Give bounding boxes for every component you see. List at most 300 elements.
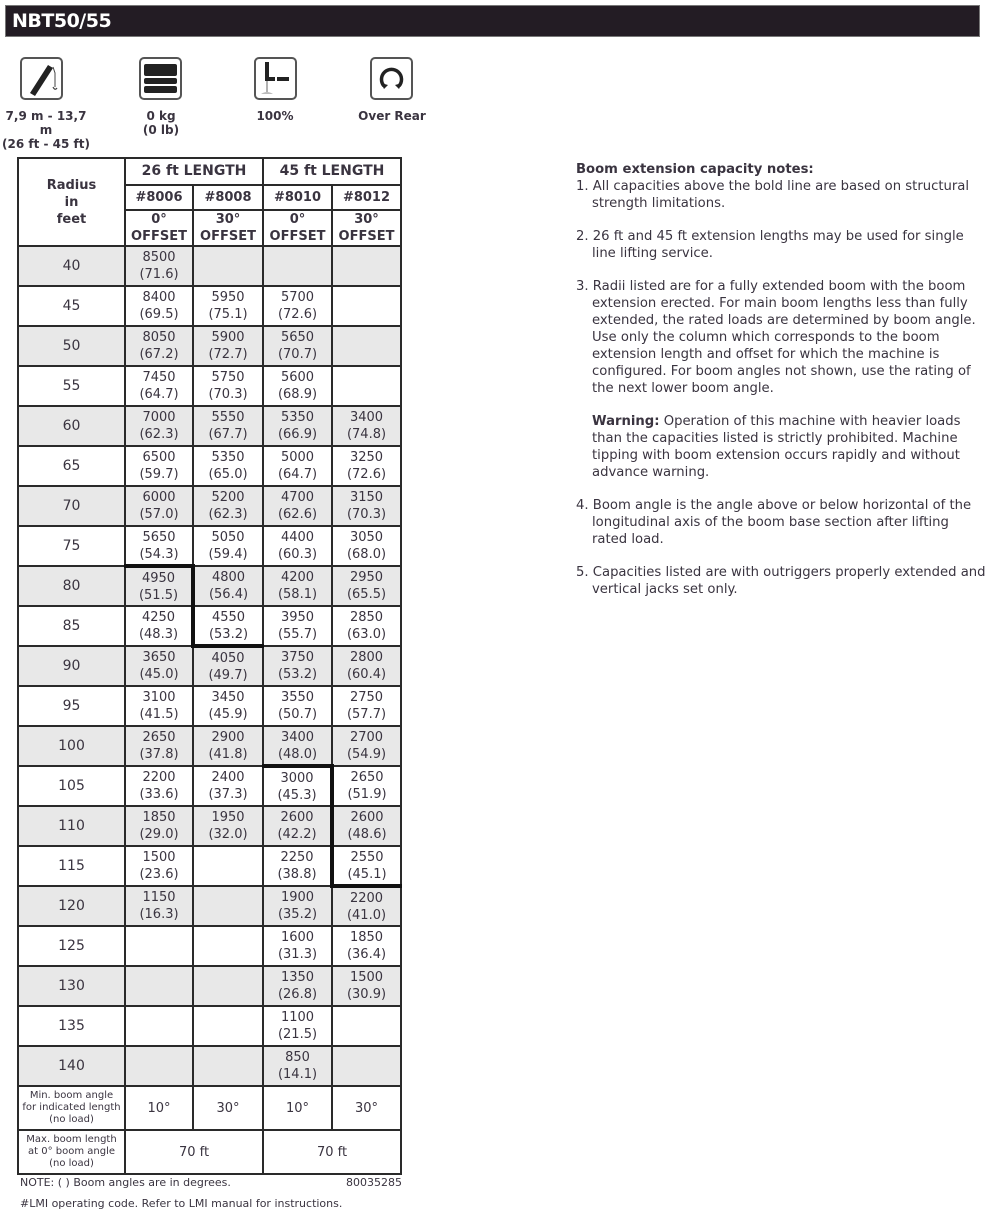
boom-angle: (41.8): [208, 747, 248, 762]
capacity-cell: [193, 966, 263, 1006]
warning-text: Operation of this machine with heavier loads than the capacities listed is strictly prohibited. Machine tipping with boom extension occurs rapidly and without advance warning.: [592, 414, 961, 480]
capacity-cell: [263, 926, 332, 966]
capacity-cell: [332, 566, 401, 606]
capacity-cell: [125, 726, 193, 766]
boom-angle: (66.9): [277, 427, 318, 442]
capacity-cell: [193, 446, 263, 486]
radius-cell: 65: [18, 446, 125, 486]
note-item: 4. Boom angle is the angle above or below horizontal of the longitudinal axis of the boom base section after lifting rated load.: [576, 498, 972, 547]
boom-angle: (62.6): [277, 507, 318, 522]
offset-label: OFFSET: [269, 229, 326, 244]
radius-header-line: in: [64, 194, 79, 210]
capacity-lb: 2650: [142, 730, 176, 745]
capacity-cell: [193, 646, 263, 686]
capacity-cell: [125, 886, 193, 926]
capacity-lb: 2950: [349, 570, 384, 585]
capacity-lb: 5200: [211, 490, 245, 505]
counterweight-icon: [139, 57, 182, 100]
radius-header: [18, 158, 125, 246]
capacity-cell: [193, 406, 263, 446]
warning-label: Warning:: [592, 414, 660, 429]
capacity-cell: [125, 806, 193, 846]
capacity-cell: [332, 766, 401, 806]
capacity-cell: [332, 406, 401, 446]
capacity-cell: [193, 566, 263, 606]
capacity-cell: [332, 966, 401, 1006]
boom-angle: (50.7): [277, 707, 318, 722]
boom-angle: (57.7): [346, 707, 387, 722]
radius-cell: 135: [18, 1006, 125, 1046]
capacity-cell: [263, 286, 332, 326]
table-row: [18, 446, 401, 486]
min-boom-angle-value: 10°: [125, 1086, 193, 1130]
outrigger-label: [240, 109, 310, 123]
capacity-cell: [193, 246, 263, 286]
table-row: [18, 566, 401, 606]
capacity-cell: [332, 846, 401, 886]
boom-angle: (26.8): [277, 987, 318, 1002]
boom-angle: (29.0): [139, 827, 179, 842]
radius-cell: 100: [18, 726, 125, 766]
capacity-lb: 5750: [211, 370, 245, 385]
capacity-lb: 2200: [349, 890, 384, 906]
chart-code: 80035285: [346, 1176, 402, 1189]
boom-angle: (32.0): [208, 827, 248, 842]
boom-angle: (68.0): [346, 547, 387, 562]
lmi-code-header: #8012: [332, 185, 401, 210]
capacity-cell: [263, 366, 332, 406]
boom-angle: (60.4): [346, 667, 387, 682]
capacity-cell: [125, 286, 193, 326]
label-line: (no load): [49, 1114, 94, 1125]
table-row: [18, 1046, 401, 1086]
capacity-cell: [193, 726, 263, 766]
boom-angle: (59.4): [208, 547, 248, 562]
boom-angle: (70.3): [208, 387, 248, 402]
capacity-lb: 5350: [211, 450, 245, 465]
table-row: [18, 366, 401, 406]
boom-extension-icon: [20, 57, 63, 100]
capacity-lb: 3750: [280, 650, 315, 665]
capacity-lb: 4950: [141, 570, 176, 586]
label-line: Min. boom angle: [29, 1090, 114, 1101]
capacity-lb: 3100: [142, 690, 176, 705]
table-row: [18, 686, 401, 726]
capacity-lb: 1350: [280, 970, 315, 985]
capacity-cell: [263, 1046, 332, 1086]
outrigger-value: 100%: [256, 109, 294, 123]
capacity-cell: [263, 766, 332, 806]
table-row: [18, 966, 401, 1006]
label-line: for indicated length: [22, 1102, 121, 1113]
capacity-lb: 5550: [211, 410, 245, 425]
capacity-cell: [193, 926, 263, 966]
boom-angle: (71.6): [139, 267, 179, 282]
lmi-code-header: #8010: [263, 185, 332, 210]
capacity-cell: [193, 846, 263, 886]
boom-angle: (53.2): [208, 626, 249, 642]
offset-degrees: 30°: [354, 212, 379, 227]
offset-label: OFFSET: [200, 229, 256, 244]
capacity-lb: 1850: [349, 930, 384, 945]
capacity-lb: 4400: [280, 530, 315, 545]
capacity-cell: [193, 1006, 263, 1046]
capacity-cell: [332, 286, 401, 326]
boom-angle: (49.7): [208, 667, 248, 683]
table-row: [18, 406, 401, 446]
capacity-lb: 3400: [280, 729, 315, 745]
note-item: 1. All capacities above the bold line are based on structural strength limitations.: [576, 179, 970, 211]
capacity-lb: 3950: [280, 610, 315, 625]
capacity-lb: 1950: [211, 810, 245, 825]
min-boom-angle-row: [18, 1086, 401, 1130]
radius-cell: 60: [18, 406, 125, 446]
boom-angle: (65.5): [346, 587, 387, 602]
table-row: [18, 606, 401, 646]
capacity-lb: 4550: [211, 609, 246, 625]
offset-degrees: 0°: [289, 212, 306, 227]
capacity-cell: [193, 806, 263, 846]
boom-angle: (72.6): [277, 307, 318, 322]
capacity-lb: 2650: [350, 770, 384, 785]
capacity-lb: 8500: [142, 250, 176, 265]
capacity-cell: [263, 606, 332, 646]
capacity-cell: [332, 646, 401, 686]
boom-angle: (48.0): [277, 746, 318, 762]
capacity-cell: [332, 366, 401, 406]
capacity-cell: [263, 406, 332, 446]
boom-angle: (16.3): [139, 907, 179, 922]
capacity-cell: [125, 566, 193, 606]
capacity-cell: [125, 686, 193, 726]
capacity-cell: [193, 886, 263, 926]
capacity-lb: 2550: [350, 849, 384, 865]
boom-angle: (51.9): [347, 787, 387, 802]
capacity-cell: [263, 326, 332, 366]
capacity-lb: 1150: [142, 890, 176, 905]
capacity-lb: 3050: [349, 530, 384, 545]
capacity-cell: [125, 446, 193, 486]
boom-angle: (68.9): [277, 387, 318, 402]
boom-length-metric: 7,9 m - 13,7 m: [5, 109, 87, 137]
capacity-cell: [332, 526, 401, 566]
capacity-cell: [332, 686, 401, 726]
offset-header: [332, 210, 401, 246]
min-boom-angle-value: 30°: [193, 1086, 263, 1130]
outrigger-icon: [254, 57, 297, 100]
table-row: [18, 846, 401, 886]
capacity-lb: 5950: [211, 290, 245, 305]
capacity-cell: [193, 286, 263, 326]
radius-cell: 90: [18, 646, 125, 686]
capacity-cell: [332, 806, 401, 846]
boom-angle: (69.5): [139, 307, 179, 322]
boom-angle: (72.6): [346, 467, 387, 482]
radius-cell: 85: [18, 606, 125, 646]
boom-length-imperial: (26 ft - 45 ft): [2, 137, 90, 151]
capacity-lb: 1600: [280, 930, 315, 945]
warning-note: [592, 413, 986, 481]
boom-angle: (53.2): [277, 667, 318, 682]
capacity-cell: [193, 326, 263, 366]
capacity-cell: [125, 406, 193, 446]
boom-length-label: [0, 109, 92, 151]
capacity-lb: 3150: [349, 490, 384, 505]
capacity-cell: [263, 526, 332, 566]
boom-angle: (51.5): [138, 587, 179, 603]
capacity-cell: [332, 886, 401, 926]
boom-angle: (75.1): [208, 307, 248, 322]
capacity-cell: [193, 766, 263, 806]
boom-angle: (45.1): [347, 866, 387, 882]
capacity-cell: [125, 646, 193, 686]
boom-angle: (45.3): [277, 787, 317, 803]
title-bar: [5, 5, 980, 37]
boom-angle: (14.1): [277, 1067, 318, 1082]
boom-angle: (35.2): [277, 907, 318, 922]
table-row: [18, 806, 401, 846]
capacity-cell: [263, 686, 332, 726]
capacity-lb: 4050: [211, 650, 245, 666]
min-boom-angle-label: [18, 1086, 125, 1130]
note-item: 5. Capacities listed are with outriggers properly extended and vertical jacks set only.: [576, 565, 986, 597]
table-row: [18, 486, 401, 526]
capacity-lb: 1900: [280, 890, 315, 905]
label-line: (no load): [49, 1158, 94, 1169]
capacity-cell: [193, 606, 263, 646]
capacity-lb: 8050: [142, 330, 176, 345]
boom-angle: (74.8): [346, 427, 387, 442]
capacity-lb: 8400: [142, 290, 176, 305]
capacity-lb: 3000: [280, 770, 314, 786]
table-row: [18, 646, 401, 686]
offset-degrees: 30°: [215, 212, 241, 227]
capacity-cell: [125, 846, 193, 886]
note-lmi: #LMI operating code. Refer to LMI manual for instructions.: [20, 1197, 343, 1210]
radius-cell: 95: [18, 686, 125, 726]
boom-angle: (55.7): [277, 627, 318, 642]
capacity-cell: [193, 486, 263, 526]
boom-angle: (64.7): [277, 467, 318, 482]
boom-angle: (41.0): [346, 907, 387, 923]
capacity-cell: [263, 646, 332, 686]
boom-angle: (38.8): [277, 867, 317, 882]
capacity-lb: 5350: [280, 410, 315, 425]
capacity-lb: 2900: [211, 730, 245, 745]
capacity-cell: [263, 446, 332, 486]
capacity-cell: [263, 966, 332, 1006]
rotation-icon: [370, 57, 413, 100]
radius-cell: 140: [18, 1046, 125, 1086]
boom-angle: (23.6): [139, 867, 179, 882]
boom-angle: (33.6): [139, 787, 179, 802]
capacity-lb: 3650: [142, 650, 176, 665]
boom-angle: (31.3): [277, 947, 318, 962]
capacity-lb: 3250: [349, 450, 384, 465]
capacity-cell: [263, 486, 332, 526]
radius-cell: 105: [18, 766, 125, 806]
boom-angle: (65.0): [208, 467, 248, 482]
capacity-lb: 6500: [142, 450, 176, 465]
max-boom-length-row: [18, 1130, 401, 1174]
rotation-label: [352, 109, 432, 123]
capacity-lb: 4250: [141, 610, 176, 625]
capacity-cell: [332, 1046, 401, 1086]
table-row: [18, 1006, 401, 1046]
capacity-cell: [193, 1046, 263, 1086]
capacity-cell: [332, 926, 401, 966]
capacity-cell: [332, 606, 401, 646]
offset-degrees: 0°: [151, 212, 167, 227]
capacity-cell: [125, 326, 193, 366]
boom-angle: (60.3): [277, 547, 318, 562]
capacity-lb: 3400: [349, 410, 384, 425]
length-header-45ft: 45 ft LENGTH: [263, 158, 401, 185]
boom-angle: (62.3): [139, 427, 179, 442]
capacity-cell: [332, 726, 401, 766]
capacity-cell: [125, 926, 193, 966]
counterweight-label: [120, 109, 202, 137]
rotation-value: Over Rear: [358, 109, 426, 123]
boom-angle: (42.2): [277, 827, 317, 842]
capacity-cell: [125, 606, 193, 646]
min-boom-angle-value: 10°: [263, 1086, 332, 1130]
page-title: NBT50/55: [12, 10, 112, 32]
capacity-lb: 2600: [280, 810, 314, 825]
capacity-lb: 7000: [142, 410, 176, 425]
capacity-lb: 3550: [280, 690, 315, 705]
capacity-lb: 4700: [280, 490, 315, 505]
counterweight-imperial: (0 lb): [142, 123, 180, 137]
boom-angle: (41.5): [139, 707, 179, 722]
boom-angle: (54.9): [346, 747, 387, 762]
capacity-lb: 5650: [280, 330, 315, 345]
capacity-cell: [263, 726, 332, 766]
boom-angle: (48.3): [138, 627, 179, 642]
capacity-cell: [125, 486, 193, 526]
offset-label: OFFSET: [338, 229, 395, 244]
capacity-cell: [193, 686, 263, 726]
capacity-lb: 2800: [349, 650, 384, 665]
offset-header: [193, 210, 263, 246]
boom-angle: (59.7): [139, 467, 179, 482]
capacity-lb: 7450: [142, 370, 176, 385]
boom-angle: (48.6): [347, 827, 387, 842]
lmi-code-header: #8008: [193, 185, 263, 210]
boom-angle: (30.9): [346, 987, 387, 1002]
table-row: [18, 246, 401, 286]
capacity-cell: [125, 966, 193, 1006]
table-row: [18, 886, 401, 926]
capacity-lb: 1850: [142, 810, 176, 825]
capacity-cell: [125, 766, 193, 806]
capacity-cell: [263, 886, 332, 926]
radius-cell: 115: [18, 846, 125, 886]
capacity-cell: [125, 366, 193, 406]
boom-angle: (63.0): [346, 627, 387, 642]
capacity-cell: [125, 246, 193, 286]
capacity-cell: [332, 1006, 401, 1046]
max-boom-length-label: [18, 1130, 125, 1174]
radius-header-line: Radius: [46, 177, 97, 193]
table-row: [18, 526, 401, 566]
table-row: [18, 726, 401, 766]
radius-cell: 110: [18, 806, 125, 846]
radius-cell: 130: [18, 966, 125, 1006]
offset-header: [125, 210, 193, 246]
radius-cell: 55: [18, 366, 125, 406]
boom-angle: (64.7): [139, 387, 179, 402]
table-row: [18, 766, 401, 806]
max-boom-length-value: 70 ft: [125, 1130, 263, 1174]
capacity-lb: 1500: [349, 970, 384, 985]
capacity-lb: 5000: [280, 450, 315, 465]
boom-angle: (45.0): [139, 667, 179, 682]
capacity-cell: [332, 326, 401, 366]
radius-cell: 80: [18, 566, 125, 606]
capacity-lb: 2700: [349, 730, 384, 745]
capacity-cell: [125, 526, 193, 566]
capacity-cell: [125, 1046, 193, 1086]
capacity-cell: [332, 246, 401, 286]
capacity-cell: [193, 526, 263, 566]
radius-cell: 50: [18, 326, 125, 366]
boom-angle: (37.8): [139, 747, 179, 762]
boom-angle: (36.4): [346, 947, 387, 962]
capacity-lb: 2250: [280, 850, 314, 865]
counterweight-metric: 0 kg: [146, 109, 176, 123]
capacity-lb: 5900: [211, 330, 245, 345]
load-chart-table: [17, 157, 402, 1175]
table-row: [18, 326, 401, 366]
boom-angle: (57.0): [139, 507, 179, 522]
boom-angle: (56.4): [208, 587, 249, 602]
note-item: 3. Radii listed are for a fully extended boom with the boom extension erected. For main boom lengths less than fully extended, the rated loads are determined by boom angle. Use only the column which corresponds to the boom extension length and offset for which the machine is configured. For boom angles not shown, use the rating of the next lower boom angle.: [576, 279, 976, 396]
max-boom-length-value: 70 ft: [263, 1130, 401, 1174]
radius-cell: 70: [18, 486, 125, 526]
capacity-lb: 3450: [211, 690, 245, 705]
capacity-lb: 1100: [280, 1010, 315, 1025]
boom-angle: (45.9): [208, 707, 248, 722]
capacity-lb: 2400: [211, 770, 245, 785]
boom-angle: (37.3): [208, 787, 248, 802]
capacity-lb: 4800: [211, 570, 246, 585]
capacity-lb: 5650: [142, 529, 176, 545]
radius-cell: 45: [18, 286, 125, 326]
notes-title: Boom extension capacity notes:: [576, 162, 814, 177]
boom-angle: (67.2): [139, 347, 179, 362]
boom-angle: (67.7): [208, 427, 248, 442]
capacity-lb: 850: [285, 1050, 310, 1065]
lmi-code-header: #8006: [125, 185, 193, 210]
boom-angle: (21.5): [277, 1027, 318, 1042]
boom-angle: (58.1): [277, 587, 318, 602]
capacity-cell: [263, 1006, 332, 1046]
boom-angle: (72.7): [208, 347, 248, 362]
offset-header: [263, 210, 332, 246]
capacity-lb: 2750: [349, 690, 384, 705]
min-boom-angle-value: 30°: [332, 1086, 401, 1130]
offset-label: OFFSET: [131, 229, 187, 244]
capacity-cell: [332, 486, 401, 526]
label-line: at 0° boom angle: [27, 1146, 116, 1157]
radius-header-line: feet: [56, 211, 87, 227]
label-line: Max. boom length: [26, 1134, 117, 1145]
boom-angle: (70.3): [346, 507, 387, 522]
capacity-cell: [263, 246, 332, 286]
capacity-lb: 2200: [142, 770, 176, 785]
capacity-lb: 5050: [211, 530, 245, 545]
